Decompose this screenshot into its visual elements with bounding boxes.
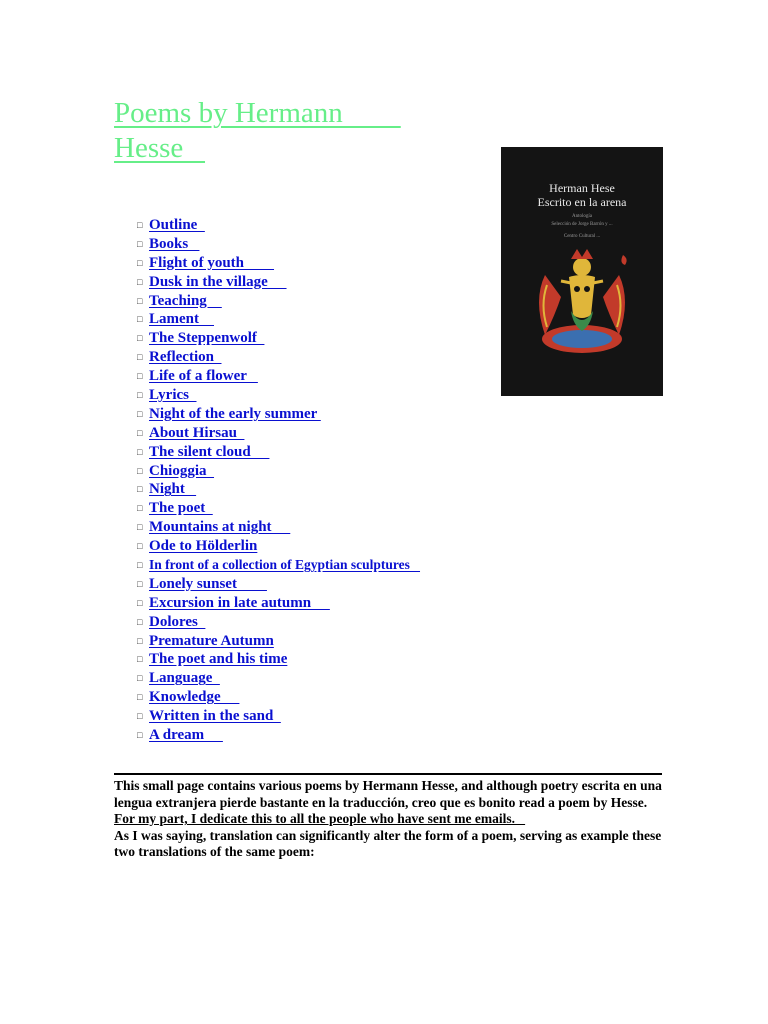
list-item bbox=[137, 575, 420, 594]
poem-link[interactable]: Lonely sunset bbox=[149, 575, 267, 592]
poem-index-list bbox=[137, 216, 420, 745]
bullet-icon: □ bbox=[137, 257, 143, 268]
list-item bbox=[137, 235, 420, 254]
poem-link[interactable]: Outline bbox=[149, 217, 205, 233]
title-line-2: Hesse bbox=[114, 132, 206, 164]
cover-subtitle: Antología bbox=[572, 214, 592, 219]
poem-link[interactable]: Reflection bbox=[149, 349, 222, 366]
poem-link[interactable]: A dream bbox=[149, 727, 223, 744]
poem-link[interactable]: Flight of youth bbox=[149, 254, 275, 271]
list-item bbox=[137, 443, 420, 462]
poem-link[interactable]: Books bbox=[149, 235, 200, 252]
cover-title: Escrito en la arena bbox=[537, 195, 627, 209]
translation-note: As I was saying, translation can significantly alter the form of a poem, serving as example these two translations of the same poem: bbox=[114, 827, 662, 859]
list-item bbox=[137, 518, 420, 537]
bullet-icon: □ bbox=[137, 503, 143, 514]
poem-link[interactable]: Premature Autumn bbox=[149, 632, 274, 649]
intro-paragraph: This small page contains various poems by Hermann Hesse, and although poetry escrita en una lengua extranjera pierde bastante en la traducción, creo que es bonito read a poem by Hesse. bbox=[114, 778, 662, 810]
poem-link[interactable]: Written in the sand bbox=[149, 708, 281, 725]
cover-author: Herman Hese bbox=[549, 181, 615, 195]
list-item bbox=[137, 688, 420, 707]
poem-link[interactable]: Night of the early summer bbox=[149, 405, 321, 422]
list-item bbox=[137, 632, 420, 651]
poem-link[interactable]: Language bbox=[149, 670, 220, 687]
list-item bbox=[137, 254, 420, 273]
bullet-icon: □ bbox=[137, 692, 143, 703]
bullet-icon: □ bbox=[137, 390, 143, 401]
list-item bbox=[137, 405, 420, 424]
poem-link[interactable]: The poet and his time bbox=[149, 651, 288, 668]
poem-link[interactable]: The Steppenwolf bbox=[149, 330, 265, 347]
bullet-icon: □ bbox=[137, 635, 143, 646]
list-item bbox=[137, 462, 420, 481]
list-item bbox=[137, 613, 420, 632]
bullet-icon: □ bbox=[137, 371, 143, 382]
list-item bbox=[137, 292, 420, 311]
list-item bbox=[137, 310, 420, 329]
list-item bbox=[137, 386, 420, 405]
bullet-icon: □ bbox=[137, 654, 143, 665]
list-item bbox=[137, 726, 420, 745]
list-item bbox=[137, 348, 420, 367]
poem-link[interactable]: Dusk in the village bbox=[149, 273, 287, 290]
poem-link[interactable]: Life of a flower bbox=[149, 368, 258, 385]
book-cover-image bbox=[501, 147, 663, 396]
poem-link[interactable]: Ode to Hölderlin bbox=[149, 538, 258, 555]
bullet-icon: □ bbox=[137, 314, 143, 325]
poem-link[interactable]: Night bbox=[149, 481, 197, 498]
bullet-icon: □ bbox=[137, 730, 143, 741]
list-item bbox=[137, 650, 420, 669]
list-item bbox=[137, 367, 420, 386]
list-item bbox=[137, 329, 420, 348]
list-item bbox=[137, 273, 420, 292]
bullet-icon: □ bbox=[137, 465, 143, 476]
poem-link[interactable]: Lyrics bbox=[149, 387, 197, 404]
list-item bbox=[137, 480, 420, 499]
cover-publisher: Centro Cultural ... bbox=[563, 234, 601, 239]
bullet-icon: □ bbox=[137, 522, 143, 533]
page-title bbox=[114, 96, 474, 166]
poem-link[interactable]: In front of a collection of Egyptian sculptures bbox=[149, 557, 421, 573]
bullet-icon: □ bbox=[137, 295, 143, 306]
poem-link[interactable]: Chioggia bbox=[149, 462, 215, 479]
list-item bbox=[137, 594, 420, 613]
poem-link[interactable]: About Hirsau bbox=[149, 424, 245, 441]
poem-link[interactable]: Lament bbox=[149, 311, 214, 328]
poem-link[interactable]: The poet bbox=[149, 500, 213, 517]
bullet-icon: □ bbox=[137, 578, 143, 589]
list-item bbox=[137, 707, 420, 726]
bullet-icon: □ bbox=[137, 220, 143, 230]
bullet-icon: □ bbox=[137, 333, 143, 344]
bullet-icon: □ bbox=[137, 446, 143, 457]
poem-link[interactable]: Excursion in late autumn bbox=[149, 594, 330, 611]
bullet-icon: □ bbox=[137, 597, 143, 608]
bullet-icon: □ bbox=[137, 673, 143, 684]
list-item bbox=[137, 556, 420, 575]
bullet-icon: □ bbox=[137, 541, 143, 552]
bullet-icon: □ bbox=[137, 352, 143, 363]
section-divider bbox=[114, 773, 662, 775]
dedication-text: For my part, I dedicate this to all the people who have sent me emails. bbox=[114, 811, 526, 826]
poem-link[interactable]: Dolores bbox=[149, 613, 206, 630]
bullet-icon: □ bbox=[137, 276, 143, 287]
bullet-icon: □ bbox=[137, 484, 143, 495]
bullet-icon: □ bbox=[137, 560, 143, 571]
intro-text bbox=[114, 778, 674, 861]
bullet-icon: □ bbox=[137, 616, 143, 627]
list-item bbox=[137, 216, 420, 235]
bullet-icon: □ bbox=[137, 427, 143, 438]
poem-link[interactable]: The silent cloud bbox=[149, 443, 270, 460]
list-item bbox=[137, 424, 420, 443]
poem-link[interactable]: Teaching bbox=[149, 292, 222, 309]
poem-link[interactable]: Knowledge bbox=[149, 689, 240, 706]
list-item bbox=[137, 669, 420, 688]
title-line-1: Poems by Hermann bbox=[114, 97, 401, 129]
list-item bbox=[137, 499, 420, 518]
list-item bbox=[137, 537, 420, 556]
cover-credits: Selección de Jorge Barrón y ... bbox=[551, 222, 613, 227]
bullet-icon: □ bbox=[137, 238, 143, 249]
bullet-icon: □ bbox=[137, 408, 143, 419]
poem-link[interactable]: Mountains at night bbox=[149, 519, 291, 536]
bullet-icon: □ bbox=[137, 711, 143, 722]
cover-mermaid-illustration bbox=[525, 245, 639, 365]
